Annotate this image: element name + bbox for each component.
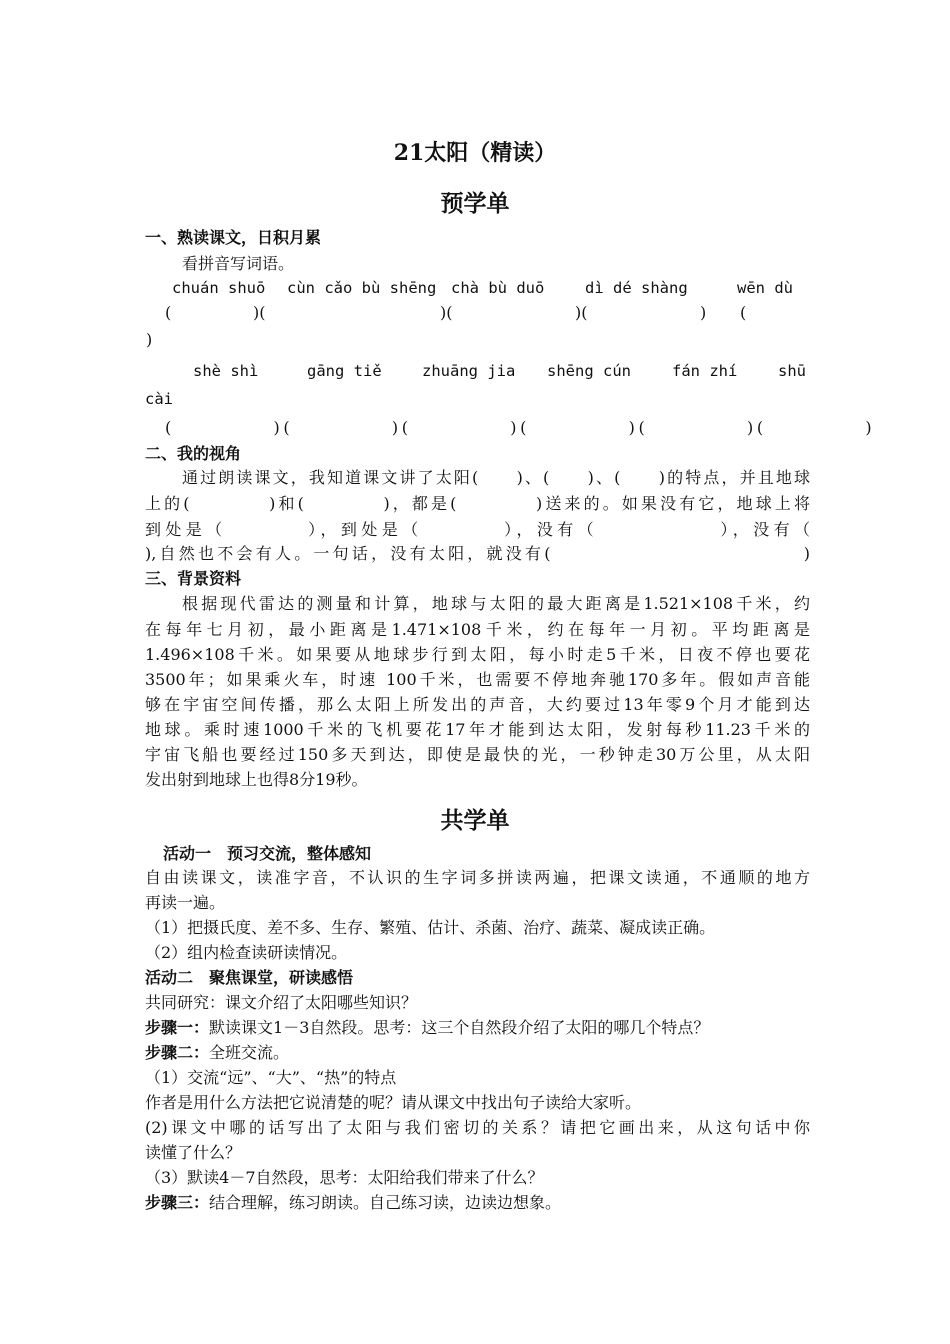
activity1-line: 自由读课文，读准字音，不认识的生字词多拼读两遍，把课文读通，不通顺的地方 (145, 868, 810, 887)
lesson-title: 21太阳（精读） (393, 140, 557, 166)
background-line: 根据现代雷达的测量和计算，地球与太阳的最大距离是1.521×108千米，约 (182, 594, 810, 613)
pinyin-cuncaobusheng: cùn cǎo bù shēng (287, 279, 437, 297)
pinyin-sheshi: shè shì (193, 362, 259, 380)
background-line: 1.496×108千米。如果要从地球步行到太阳，每小时走5千米，日夜不停也要花 (145, 645, 810, 664)
answer-blank[interactable]: ( (165, 303, 172, 322)
section3-heading: 三、背景资料 (145, 569, 242, 588)
answer-blank[interactable]: ) (700, 303, 707, 322)
step2 (145, 1042, 810, 1064)
shared-heading: 共学单 (440, 807, 510, 834)
pinyin-gangtie: gāng tiě (307, 362, 382, 380)
pinyin-shucai-wrap: cài (145, 390, 173, 408)
activity2-line: (2)课文中哪的话写出了太阳与我们密切的关系？请把它画出来，从这句话中你 (145, 1118, 810, 1137)
background-line: 地球。乘时速1000千米的飞机要花17年才能到达太阳，发射每秒11.23千米的 (145, 720, 810, 739)
activity2-heading: 活动二 聚焦课堂，研读感悟 (145, 968, 354, 987)
answer-blank[interactable]: )( (253, 303, 266, 322)
activity1-line: （2）组内检查读研读情况。 (145, 943, 348, 962)
step1 (145, 1017, 810, 1039)
background-line: 宇宙飞船也要经过150多天到达，即使是最快的光，一秒钟走30万公里，从太阳 (145, 745, 810, 764)
background-line: 3500年；如果乘火车，时速 100千米，也需要不停地奔驰170多年。假如声音能 (145, 670, 810, 689)
activity1-line: 再读一遍。 (145, 893, 226, 912)
answer-blank[interactable]: )( (575, 303, 588, 322)
pinyin-didishang: dì dé shàng (585, 279, 688, 297)
pinyin-fanzhi: fán zhí (672, 362, 738, 380)
preview-heading: 预学单 (440, 190, 510, 217)
answer-blank[interactable]: ( (740, 303, 747, 322)
section2-line: 通过朗读课文，我知道课文讲了太阳( )、( )、( )的特点，并且地球 (182, 468, 810, 487)
step1-label: 步骤一： (145, 1018, 210, 1037)
step3 (145, 1192, 810, 1214)
activity1-line: （1）把摄氏度、差不多、生存、繁殖、估计、杀菌、治疗、蔬菜、凝成读正确。 (145, 918, 716, 937)
background-line: 在每年七月初，最小距离是1.471×108千米，约在每年一月初。平均距离是 (145, 620, 810, 639)
activity2-line: 读懂了什么？ (145, 1143, 242, 1162)
section1-instruction: 看拼音写词语。 (182, 254, 295, 273)
section2-line: ),自然也不会有人。一句话，没有太阳，就没有( ) (145, 544, 810, 563)
step1-text: 默读课文1－3自然段。思考：这三个自然段介绍了太阳的哪几个特点？ (209, 1018, 710, 1037)
section2-line: 到处是（ ），到处是（ ），没有（ ），没有（ (145, 520, 810, 539)
activity2-research: 共同研究：课文介绍了太阳哪些知识？ (145, 993, 418, 1012)
answer-blanks-row2[interactable]: ( )( )( )( )( )( ) (165, 418, 876, 437)
step3-text: 结合理解，练习朗读。自己练习读，边读边想象。 (209, 1193, 562, 1212)
step3-label: 步骤三： (145, 1193, 210, 1212)
answer-blank[interactable]: ) (146, 330, 153, 349)
activity1-heading: 活动一 预习交流，整体感知 (163, 844, 372, 863)
section2-heading: 二、我的视角 (145, 444, 242, 463)
pinyin-shengcun: shēng cún (547, 362, 631, 380)
background-line: 够在宇宙空间传播，那么太阳上所发出的声音，大约要过13年零9个月才能到达 (145, 695, 810, 714)
step2-label: 步骤二： (145, 1043, 210, 1062)
activity2-line: （1）交流“远”、“大”、“热”的特点 (145, 1068, 397, 1087)
pinyin-zhuangjia: zhuāng jia (422, 362, 516, 380)
section2-line: 上的( )和( )，都是( )送来的。如果没有它，地球上将 (145, 494, 810, 513)
section1-heading: 一、熟读课文，日积月累 (145, 228, 322, 247)
pinyin-wendu: wēn dù (737, 279, 793, 297)
activity2-line: 作者是用什么方法把它说清楚的呢？请从课文中找出句子读给大家听。 (145, 1093, 642, 1112)
background-line: 发出射到地球上也得8分19秒。 (145, 770, 368, 789)
pinyin-chuanshuo: chuán shuō (172, 279, 266, 297)
pinyin-shucai: shū (778, 362, 806, 380)
pinyin-chabuduo: chà bù duō (451, 279, 545, 297)
activity2-line: （3）默读4－7自然段，思考：太阳给我们带来了什么？ (145, 1168, 544, 1187)
answer-blank[interactable]: )( (440, 303, 453, 322)
step2-text: 全班交流。 (209, 1043, 290, 1062)
